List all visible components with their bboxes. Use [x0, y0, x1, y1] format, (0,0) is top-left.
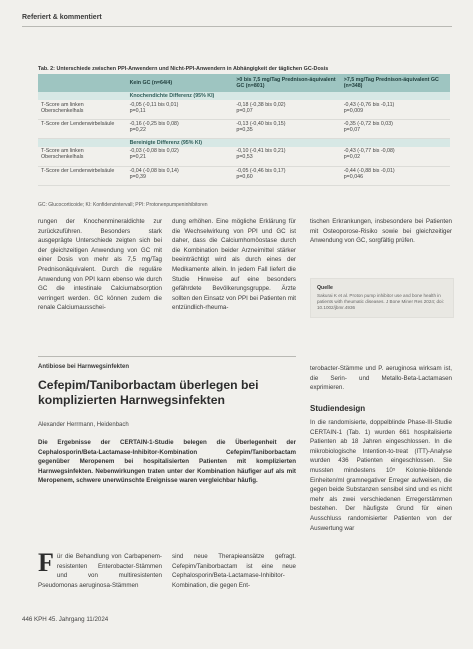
row-label: T-Score am linken Oberschenkelhals	[38, 100, 127, 119]
article-divider	[38, 356, 296, 357]
article2-column-3-top: terobacter-Stämme und P. aeruginosa wirksam ist, die Serin- und Metallo-Beta-Lactamasen exprimieren.	[310, 365, 452, 392]
source-citation[interactable]: Sakurai K et al. Proton pump inhibitor use and bone health in patients with rheumatic diseases. J Bone Miner Res 2024; doi: 10.1002/jbmr.4936	[317, 293, 444, 310]
article2-column-3: In die randomisierte, doppelblinde Phase-III-Studie CERTAIN-1 (Tab. 1) wurden 661 hospitalisierte Patienten ab 18 Jahren eingeschlossen. In die mikrobiologische Intention-to-treat (ITT)-Analyse wurden 436 Patienten eingeschlossen. Sie mussten mindestens 10⁵ Kolonie-bildende Einheiten/ml gramnegativer Erreger aufweisen, die gegen beide Substanzen sensibel sind und es nicht mehr als zwei verschiedenen Erregerstämmen bestehen. Der häufigste Grund für einen Ausschluss randomisierter Patienten von der Auswertung war	[310, 419, 452, 532]
article-section-label: Antibiose bei Harnwegsinfekten	[38, 364, 130, 370]
table-cell: -0,05 (-0,46 bis 0,17) p=0,60	[233, 166, 340, 185]
table-cell: -0,03 (-0,08 bis 0,02) p=0,21	[127, 147, 234, 166]
table-header-cell: >0 bis 7,5 mg/Tag Prednison-äquivalent GC (n=801)	[233, 74, 340, 92]
table-cell: -0,18 (-0,38 bis 0,02) p=0,07	[233, 100, 340, 119]
row-label: T-Score der Lendenwirbelsäule	[38, 119, 127, 138]
table-section-row	[38, 139, 450, 148]
table-section-label: Bereinigte Differenz (95% KI)	[127, 139, 450, 148]
row-label: T-Score der Lendenwirbelsäule	[38, 166, 127, 185]
table-section-label: Knochendichte Differenz (95% KI)	[127, 92, 450, 100]
study-design-subhead: Studiendesign	[310, 404, 366, 413]
table-cell: -0,05 (-0,11 bis 0,01) p=0,11	[127, 100, 234, 119]
table-cell: -0,44 (-0,88 bis -0,01) p=0,046	[341, 166, 450, 185]
article1-column-3: tischen Erkrankungen, insbesondere bei Patienten mit Osteoporose-Risiko sowie bei gleichzeitiger Anwendung von GC, sorgfältig prüfen.	[310, 218, 452, 245]
table-row	[38, 166, 450, 185]
table-row	[38, 147, 450, 166]
article-lead: Die Ergebnisse der CERTAIN-1-Studie belegen die Überlegenheit der Cephalosporin/Beta-Lactamase-Inhibitor-Kombination Cefepim/Taniborbactam gegenüber Meropenem bei hospitalisierten Patienten mit komplizierten Harnwegsinfekten. Nebenwirkungen traten unter der Kombination häufiger auf als mit Meropenem, schwere unerwünschte Ereignisse waren vergleichbar häufig.	[38, 439, 296, 485]
source-title: Quelle	[317, 285, 333, 291]
table-header-cell: >7,5 mg/Tag Prednison-äquivalent GC (n=348)	[341, 74, 450, 92]
page-footer: 446 KPH 45. Jahrgang 11/2024	[22, 616, 109, 623]
results-table	[38, 74, 450, 186]
row-label: T-Score am linken Oberschenkelhals	[38, 147, 127, 166]
source-box	[310, 278, 454, 318]
table-section-row	[38, 92, 450, 100]
drop-cap: F	[38, 548, 54, 577]
article1-column-2: dung erhöhen. Eine mögliche Erklärung für die Wechselwirkung von PPI und GC ist daher, dass die Calciumhomöostase durch die Kombination beider Arzneimittel stärker beeinträchtigt wird als durch eines der Medikamente allein. In jedem Fall liefert die Studie Hinweise auf eine besonders gefährdete Bevölkerungsgruppe. Ärzte sollten den Einsatz von PPI bei Patienten mit entzündlich-rheuma-	[172, 218, 296, 312]
header-rule	[22, 26, 452, 27]
article-author: Alexander Herrmann, Heidenbach	[38, 422, 129, 428]
article-headline: Cefepim/Taniborbactam überlegen bei komplizierten Harnwegsinfekten	[38, 378, 259, 407]
table-header-cell: Kein GC (n=64/4)	[127, 74, 234, 92]
table-header-cell	[38, 74, 127, 92]
table-row	[38, 100, 450, 119]
table-row	[38, 119, 450, 138]
table-footnote: GC: Glucocorticoide; KI: Konfidenzintervall; PPI: Protonenpumpeninhibitoren	[38, 202, 208, 208]
table-header-row	[38, 74, 450, 92]
table-cell: -0,04 (-0,08 bis 0,14) p=0,39	[127, 166, 234, 185]
table-cell: -0,10 (-0,41 bis 0,21) p=0,53	[233, 147, 340, 166]
article2-column-1: F ür die Behandlung von Carbapenem-resistenten Enterobacter-Stämmen und von multiresistenten Pseudomonas aeruginosa-Stämmen	[38, 548, 162, 589]
table-caption: Tab. 2: Unterschiede zwischen PPI-Anwendern und Nicht-PPI-Anwendern in Abhängigkeit der täglichen GC-Dosis	[38, 66, 329, 72]
section-rubric: Referiert & kommentiert	[22, 14, 102, 21]
table-cell: -0,16 (-0,25 bis 0,08) p=0,22	[127, 119, 234, 138]
article1-column-1: rungen der Knochenmineraldichte zur zurückzuführen. Besonders stark ausgeprägte Unterschiede zeigten sich bei der gleichzeitigen Anwendung von GC mit einer Dosis von mehr als 7,5 mg/Tag Prednisonäquivalent. Durch die reguläre Anwendung von PPI kann ebenso wie durch GC die intestinale Calciumabsorption verringert werden. GC können zudem die renale Calciumausschei-	[38, 218, 162, 312]
table-cell: -0,35 (-0,72 bis 0,03) p=0,07	[341, 119, 450, 138]
table-cell: -0,43 (-0,77 bis -0,08) p=0,02	[341, 147, 450, 166]
article2-column-2: sind neue Therapieansätze gefragt. Cefepim/Taniborbactam ist eine neue Cephalosporin/Beta-Lactamase-Inhibitor-Kombination, die gegen Ent-	[172, 553, 296, 589]
table-cell: -0,43 (-0,76 bis -0,11) p=0,009	[341, 100, 450, 119]
table-cell: -0,13 (-0,40 bis 0,15) p=0,35	[233, 119, 340, 138]
